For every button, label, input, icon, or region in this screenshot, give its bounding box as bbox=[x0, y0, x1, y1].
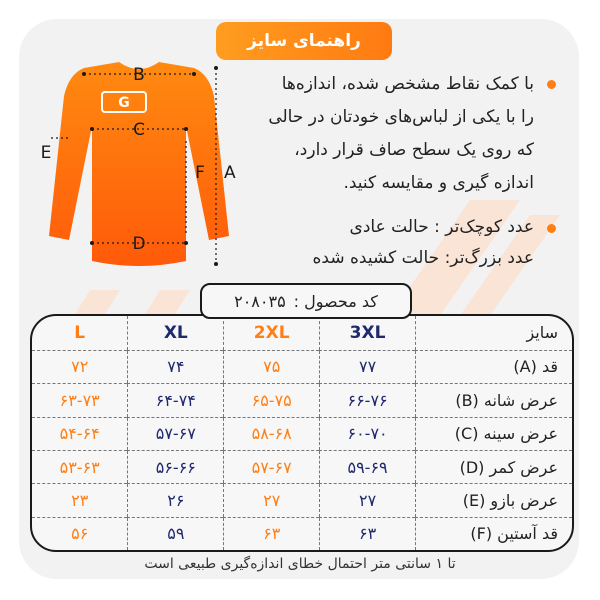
cell: ۷۲ bbox=[32, 350, 128, 383]
cell: ۲۷ bbox=[320, 484, 416, 517]
product-code-label: کد محصول : bbox=[293, 291, 378, 311]
header-xl: XL bbox=[128, 316, 224, 350]
logo-text: G bbox=[118, 95, 130, 111]
footnote: تا ۱ سانتی متر احتمال خطای اندازه‌گیری طبیعی است bbox=[144, 556, 456, 572]
cell: ۷۵ bbox=[224, 350, 320, 383]
instruction-line: عدد بزرگ‌تر: حالت کشیده شده bbox=[312, 248, 534, 268]
cell: ۵۶-۶۶ bbox=[128, 451, 224, 484]
instruction-line: عدد کوچک‌تر : حالت عادی bbox=[349, 217, 534, 237]
header-2xl: 2XL bbox=[224, 316, 320, 350]
label-e: E bbox=[40, 143, 52, 163]
table-row bbox=[32, 451, 572, 484]
header-size: سایز bbox=[416, 316, 573, 350]
table-row bbox=[32, 517, 572, 550]
cell: ۷۴ bbox=[128, 350, 224, 383]
instruction-line: که روی یک سطح صاف قرار دارد، bbox=[294, 140, 534, 160]
instructions bbox=[220, 68, 560, 274]
label-b: B bbox=[133, 65, 145, 85]
instruction-line: را با یکی از لباس‌های خودتان در حالی bbox=[268, 107, 534, 127]
product-code bbox=[200, 283, 412, 319]
product-code-value: ۲۰۸۰۳۵ bbox=[234, 291, 286, 311]
table-row bbox=[32, 350, 572, 383]
size-table bbox=[30, 314, 574, 552]
instruction-measure bbox=[220, 68, 560, 200]
row-label: عرض کمر (D) bbox=[416, 451, 573, 484]
table-row bbox=[32, 417, 572, 450]
cell: ۵۹ bbox=[128, 517, 224, 550]
cell: ۵۹-۶۹ bbox=[320, 451, 416, 484]
cell: ۵۷-۶۷ bbox=[128, 417, 224, 450]
page-title: راهنمای سایز bbox=[216, 22, 392, 60]
row-label: عرض سینه (C) bbox=[416, 417, 573, 450]
label-d: D bbox=[132, 234, 146, 254]
row-label: عرض بازو (E) bbox=[416, 484, 573, 517]
instruction-line: با کمک نقاط مشخص شده، اندازه‌ها bbox=[281, 74, 534, 94]
header-l: L bbox=[32, 316, 128, 350]
cell: ۵۸-۶۸ bbox=[224, 417, 320, 450]
table-header-row bbox=[32, 316, 572, 350]
row-label: عرض شانه (B) bbox=[416, 384, 573, 417]
label-c: C bbox=[133, 120, 145, 140]
cell: ۶۳ bbox=[320, 517, 416, 550]
instruction-numbers bbox=[220, 212, 560, 274]
cell: ۶۶-۷۶ bbox=[320, 384, 416, 417]
bullet-dot-icon bbox=[547, 80, 556, 89]
header-3xl: 3XL bbox=[320, 316, 416, 350]
label-a: A bbox=[224, 163, 236, 183]
cell: ۲۳ bbox=[32, 484, 128, 517]
cell: ۵۴-۶۴ bbox=[32, 417, 128, 450]
cell: ۲۶ bbox=[128, 484, 224, 517]
cell: ۶۰-۷۰ bbox=[320, 417, 416, 450]
cell: ۶۴-۷۴ bbox=[128, 384, 224, 417]
row-label: قد (A) bbox=[416, 350, 573, 383]
cell: ۵۳-۶۳ bbox=[32, 451, 128, 484]
cell: ۷۷ bbox=[320, 350, 416, 383]
table-row bbox=[32, 484, 572, 517]
instruction-line: اندازه گیری و مقایسه کنید. bbox=[343, 173, 534, 193]
cell: ۶۳ bbox=[224, 517, 320, 550]
cell: ۲۷ bbox=[224, 484, 320, 517]
table-row bbox=[32, 384, 572, 417]
row-label: قد آستین (F) bbox=[470, 524, 558, 544]
cell: ۵۶ bbox=[32, 517, 128, 550]
cell: ۶۵-۷۵ bbox=[224, 384, 320, 417]
bullet-dot-icon bbox=[547, 224, 556, 233]
label-f: F bbox=[195, 163, 205, 183]
cell: ۵۷-۶۷ bbox=[224, 451, 320, 484]
cell: ۶۳-۷۳ bbox=[32, 384, 128, 417]
